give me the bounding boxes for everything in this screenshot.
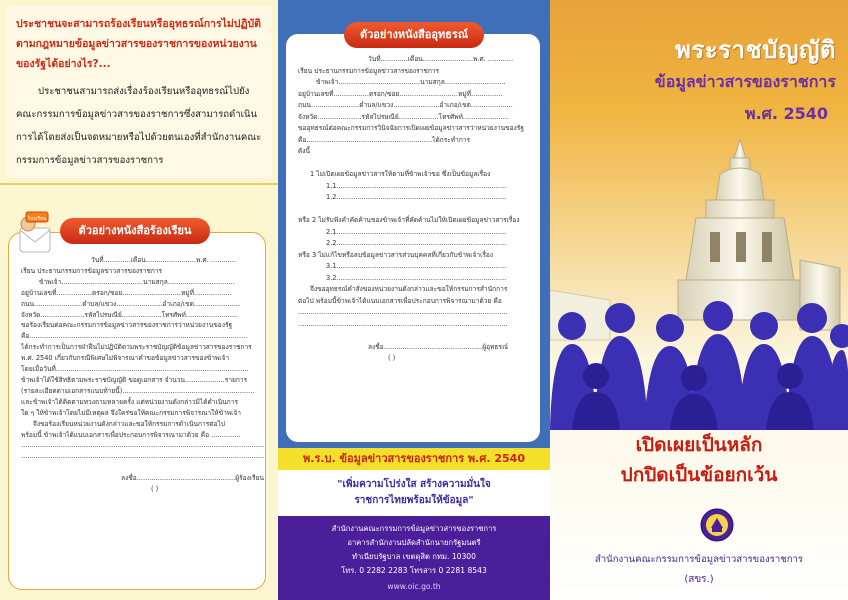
office-abbreviation: (สขร.) — [684, 574, 714, 585]
website-link[interactable]: www.oic.go.th — [387, 582, 441, 591]
complaint-mascot-icon — [12, 210, 58, 260]
form-line: 1.1................................................................................. — [326, 181, 507, 190]
contact-line: โทร. 0 2282 2283 โทรสาร 0 2281 8543 — [341, 566, 487, 575]
mascot-label: ร้องเรียน — [27, 216, 47, 222]
form-line: ขอร้องเรียนต่อคณะกรรมการข้อมูลข่าวสารของราชการว่าหน่วยงานของรัฐ — [21, 321, 233, 330]
form-line: วันที่.............เดือน........................พ.ศ. ............ — [368, 55, 514, 63]
form-line: จังหวัด.....................รหัสไปรษณีย์...................โทรศัพท์......................... — [21, 310, 239, 319]
form-line: 3.1................................................................................. — [326, 262, 507, 270]
appeal-form-lines — [298, 54, 530, 365]
cover-title: พระราชบัญญัติ — [675, 36, 836, 64]
form-line: ข้าพเจ้าได้ใช้สิทธิตามพระราชบัญญัติ ขอดูเอกสาร จำนวน...................รายการ — [21, 375, 248, 384]
form-line: 1 ไม่เปิดเผยข้อมูลข่าวสารให้ตามที่ข้าพเจ้าขอ ซึ่งเป็นข้อมูลเรื่อง — [310, 170, 491, 178]
form-line: ใด ๆ ให้ข้าพเจ้าโดยไม่มีเหตุผล จึงใคร่ขอให้คณะกรรมการพิจารณาให้ข้าพเจ้า — [21, 408, 241, 417]
form-line: ขออุทธรณ์ต่อคณะกรรมการวินิจฉัยการเปิดเผยข้อมูลข่าวสารว่าหน่วยงานของรัฐ — [298, 124, 524, 132]
form-line — [298, 204, 530, 216]
form-line: ดังนี้ — [298, 147, 311, 155]
form-line: พร้อมนี้ ข้าพเจ้าได้แนบเอกสารเพื่อประกอบการพิจารณามาด้วย คือ .............. — [21, 430, 241, 439]
form-line: ลงชื่อ...............................................ผู้อุทธรณ์ — [368, 342, 509, 351]
appeal-form-heading: ตัวอย่างหนังสืออุทธรณ์ — [344, 22, 484, 48]
form-line: จึงขออุทธรณ์คำสั่งของหน่วยงานดังกล่าวและขอให้กรรมการสำนักการ — [310, 285, 508, 293]
cover-year: พ.ศ. 2540 — [745, 104, 828, 123]
form-line: จึงขอร้องเรียนหน่วยงานดังกล่าวและขอให้กรรมการดำเนินการต่อไป — [33, 419, 225, 428]
form-line: เรียน ประธานกรรมการข้อมูลข่าวสารของราชการ — [298, 66, 440, 75]
cover-illustration — [550, 140, 848, 430]
form-line: .................................................................................................... — [298, 308, 508, 316]
form-line: ต่อไป พร้อมนี้ข้าพเจ้าได้แนบเอกสารเพื่อประกอบการพิจารณามาด้วย คือ — [298, 296, 502, 305]
form-line: พ.ศ. 2540 เกี่ยวกับกรณีพิเศษไม่พิจารณาคำขอข้อมูลข่าวสารของข้าพเจ้า — [21, 354, 230, 363]
form-line: ถนน.......................ตำบล/แขวง......................อำเภอ/เขต...................... — [21, 299, 241, 308]
form-line: (รายละเอียดตามเอกสารแนบท้ายนี้)............................................................... — [21, 386, 255, 395]
form-line: ถนน.......................ตำบล/แขวง......................อำเภอ/เขต.................... — [298, 101, 513, 109]
form-line: ข้าพเจ้า.......................................นามสกุล................................ — [39, 277, 235, 286]
cover-subtitle: ข้อมูลข่าวสารของราชการ — [654, 72, 836, 91]
form-line — [298, 330, 530, 342]
form-line: และข้าพเจ้าได้ติดตามทวงถามหลายครั้ง แต่หน่วยงานดังกล่าวมิได้ดำเนินการ — [21, 397, 238, 406]
form-line: จังหวัด.....................รหัสไปรษณีย์...................โทรศัพท์...................... — [298, 112, 509, 121]
form-line: คือ............................................................ได้กระทำการ — [298, 135, 471, 144]
form-line: คือ........................................................................................................ — [21, 332, 248, 341]
act-title-banner: พ.ร.บ. ข้อมูลข่าวสารของราชการ พ.ศ. 2540 — [278, 448, 550, 470]
cover-panel — [550, 0, 848, 600]
complaint-form-lines — [21, 255, 265, 495]
left-panel — [0, 0, 278, 600]
contact-block — [278, 516, 550, 600]
faq-question: ประชาชนจะสามารถร้องเรียนหรืออุทธรณ์การไม่ปฏิบัติตามกฎหมายข้อมูลข่าวสารของราชการของหน่วยงานของรัฐได้อย่างไร?... — [16, 18, 261, 70]
form-line: 2.1................................................................................. — [326, 227, 507, 236]
form-line: 2.2................................................................................. — [326, 239, 507, 247]
slogan-line-1: "เพิ่มความโปร่งใส สร้างความมั่นใจ — [337, 479, 491, 490]
form-line: หรือ 3 ไม่แก้ไขหรือลบข้อมูลข่าวสารส่วนบุคคลที่เกี่ยวกับข้าพเจ้าเรื่อง — [298, 250, 494, 259]
contact-line: อาคารสำนักงานปลัดสำนักนายกรัฐมนตรี — [347, 538, 481, 547]
form-line: 1.2................................................................................. — [326, 193, 507, 201]
office-seal-icon — [700, 508, 734, 542]
form-line: เรียน ประธานกรรมการข้อมูลข่าวสารของราชการ — [21, 266, 163, 275]
contact-line: ทำเนียบรัฐบาล เขตดุสิต กทม. 10300 — [352, 552, 476, 561]
motto-line-2: ปกปิดเป็นข้อยกเว้น — [620, 464, 778, 486]
form-line: ( ) — [151, 485, 159, 494]
complaint-form-paper — [8, 232, 266, 590]
form-line: ลงชื่อ...............................................ผู้ร้องเรียน — [121, 474, 264, 483]
form-line: อยู่บ้านเลขที่.................ตรอก/ซอย............................หมู่ที่.................. — [21, 288, 232, 297]
form-line: 3.2................................................................................. — [326, 273, 507, 282]
monument-icon — [550, 140, 840, 340]
faq-box — [6, 6, 272, 178]
section-divider — [0, 183, 278, 185]
form-line: วันที่.............เดือน........................พ.ศ. ............ — [91, 256, 237, 264]
form-line: ข้าพเจ้า.......................................นามสกุล............................. — [316, 78, 506, 86]
contact-line: สำนักงานคณะกรรมการข้อมูลข่าวสารของราชการ — [331, 524, 497, 533]
complaint-form-section — [4, 196, 272, 594]
form-line: อยู่บ้านเลขที่.................ตรอก/ซอย............................หมู่ที่............... — [298, 89, 503, 98]
slogan — [278, 470, 550, 516]
appeal-form-section — [278, 0, 550, 448]
form-line: หรือ 2 ไม่รับฟังคำคัดค้านของข้าพเจ้าที่คัดค้านไม่ให้เปิดเผยข้อมูลข่าวสารเรื่อง — [298, 216, 520, 224]
form-line — [298, 158, 530, 170]
office-name: สำนักงานคณะกรรมการข้อมูลข่าวสารของราชการ — [594, 554, 804, 565]
form-line: .................................................................................................................... — [21, 452, 265, 461]
complaint-form-heading: ตัวอย่างหนังสือร้องเรียน — [60, 218, 210, 244]
form-line: โดยเมื่อวันที่............................................................................................ — [21, 365, 249, 374]
middle-panel — [278, 0, 550, 600]
form-line: ( ) — [388, 354, 396, 362]
form-line: ได้กระทำการเป็นการฝ่าฝืนไม่ปฏิบัติตามพระราชบัญญัติข้อมูลข่าวสารของราชการ — [21, 343, 252, 352]
form-line — [21, 462, 255, 473]
slogan-line-2: ราชการไทยพร้อมให้ข้อมูล" — [354, 495, 474, 506]
appeal-form-paper — [286, 34, 540, 442]
faq-answer: ประชาชนสามารถส่งเรื่องร้องเรียนหรืออุทธรณ์ไปยังคณะกรรมการข้อมูลข่าวสารของราชการซึ่งสามารถดำเนินการได้โดยส่งเป็นจดหมายหรือไปด้วยตนเองที่สำนักงานคณะกรรมการข้อมูลข่าวสารของราชการ — [16, 86, 262, 166]
form-line: .................................................................................................................... — [21, 441, 265, 450]
form-line: .................................................................................................... — [298, 319, 508, 328]
motto-line-1: เปิดเผยเป็นหลัก — [635, 434, 763, 456]
